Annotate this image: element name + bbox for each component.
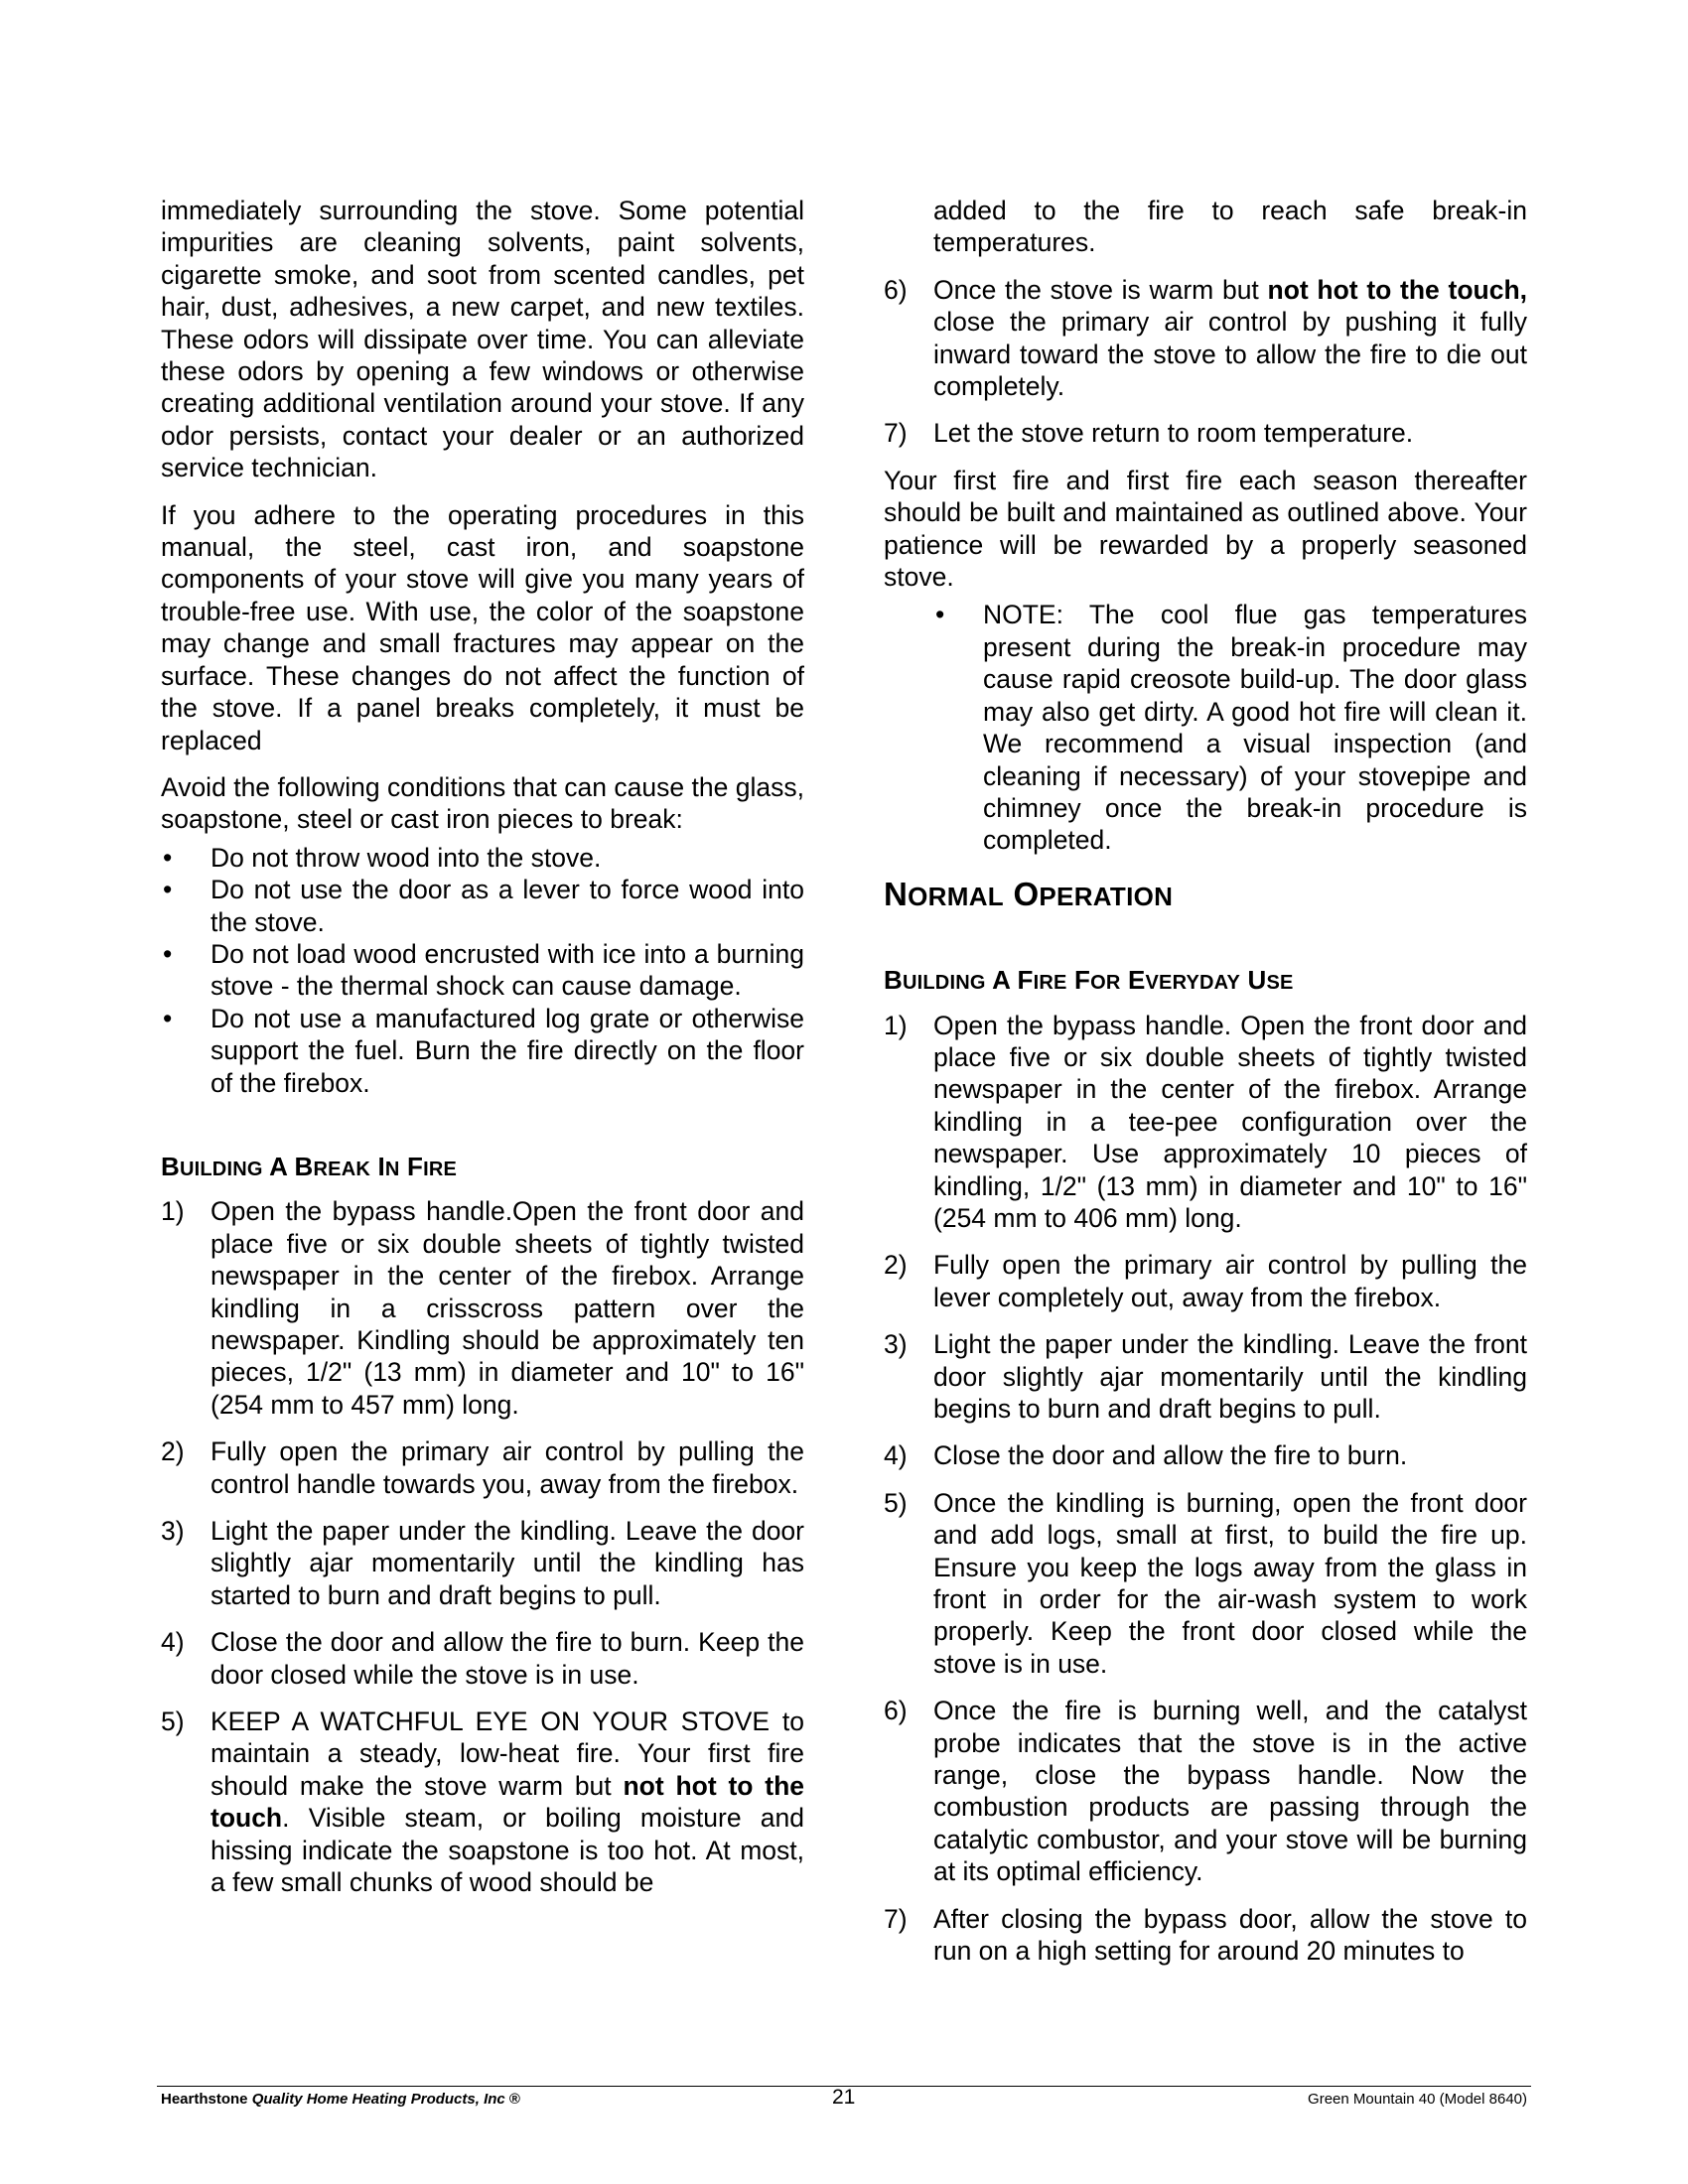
step-item: 6) Once the stove is warm but not hot to the touch, close the primary air control by pushing it fully inward toward the stove to allow the fire to die out completely. bbox=[884, 274, 1527, 402]
step-item: 5) KEEP A WATCHFUL EYE ON YOUR STOVE to maintain a steady, low-heat fire. Your first fire should make the stove warm but not hot to the touch. Visible steam, or boiling moisture and hissing indicate the soapstone is too hot. At most, a few small chunks of wood should be bbox=[161, 1706, 804, 1898]
step-item: 2) Fully open the primary air control by pulling the lever completely out, away from the firebox. bbox=[884, 1250, 1527, 1312]
step-item: 7) After closing the bypass door, allow the stove to run on a high setting for around 20 minutes to bbox=[884, 1903, 1527, 1967]
intro-paragraph: immediately surrounding the stove. Some potential impurities are cleaning solvents, paint solvents, cigarette smoke, and soot from scented candles, pet hair, dust, adhesives, a new carpet, and new textiles. These odors will dissipate over time. You can alleviate these odors by opening a few windows or otherwise creating additional ventilation around your stove. If any odor persists, contact your dealer or an authorized service technician. bbox=[161, 196, 804, 483]
step-item: 1) Open the bypass handle. Open the front door and place five or six double sheets of tightly twisted newspaper in the center of the firebox. Arrange kindling in a tee-pee configuration over the newspaper. Use approximately 10 pieces of kindling, 1/2" (13 mm) in diameter and 10" to 16" (254 mm to 406 mm) long. bbox=[884, 1010, 1527, 1233]
step-item: 6) Once the fire is burning well, and the catalyst probe indicates that the stove is in the active range, close the bypass handle. Now the combustion products are passing through the catalytic combustor, and your stove will be burning at its optimal efficiency. bbox=[884, 1696, 1527, 1887]
break-in-steps-continued bbox=[884, 274, 1527, 450]
break-in-heading: BUILDING A BREAK IN FIRE bbox=[161, 1151, 458, 1181]
step-item: 3) Light the paper under the kindling. Leave the front door slightly ajar momentarily until the kindling begins to burn and draft begins to pull. bbox=[884, 1329, 1527, 1424]
note-list bbox=[884, 599, 1527, 856]
left-column bbox=[161, 195, 804, 1914]
adhere-paragraph: If you adhere to the operating procedures in this manual, the steel, cast iron, and soapstone components of your stove will give you many years of trouble-free use. With use, the color of the soapstone may change and small fractures may appear on the surface. These changes do not affect the function of the stove. If a panel breaks completely, it must be replaced bbox=[161, 499, 804, 755]
step-item: 2) Fully open the primary air control by pulling the control handle towards you, away from the firebox. bbox=[161, 1436, 804, 1499]
normal-operation-heading: NORMAL OPERATION bbox=[884, 875, 1174, 912]
bullet-item: • Do not use a manufactured log grate or otherwise support the fuel. Burn the fire directly on the floor of the firebox. bbox=[163, 1003, 804, 1098]
note-item: • NOTE: The cool flue gas temperatures present during the break-in procedure may cause rapid creosote build-up. The door glass may also get dirty. A good hot fire will clean it. We recommend a visual inspection (and cleaning if necessary) of your stovepipe and chimney once the break-in procedure is completed. bbox=[935, 600, 1527, 856]
break-in-steps bbox=[161, 1195, 804, 1898]
avoid-paragraph: Avoid the following conditions that can cause the glass, soapstone, steel or cast iron pieces to break: bbox=[161, 771, 804, 835]
step-item: 3) Light the paper under the kindling. Leave the door slightly ajar momentarily until the kindling has started to burn and draft begins to pull. bbox=[161, 1516, 804, 1610]
everyday-steps bbox=[884, 1010, 1527, 1968]
step5-continued: added to the fire to reach safe break-in temperatures. bbox=[933, 196, 1527, 258]
step-item: 4) Close the door and allow the fire to burn. Keep the door closed while the stove is in use. bbox=[161, 1627, 804, 1690]
bullet-item: • Do not use the door as a lever to force wood into the stove. bbox=[163, 875, 804, 937]
bold-warning: not hot to the touch bbox=[211, 1770, 804, 1834]
page-number: 21 bbox=[832, 2086, 856, 2109]
footer-company: Hearthstone Quality Home Heating Products, Inc ® bbox=[161, 2091, 520, 2108]
step-item: 4) Close the door and allow the fire to burn. bbox=[884, 1440, 1408, 1471]
step-item: 5) Once the kindling is burning, open the front door and add logs, small at first, to build the fire up. Ensure you keep the logs away from the glass in front in order for the air-wash system to work properly. Keep the front door closed while the stove is in use. bbox=[884, 1487, 1527, 1679]
everyday-fire-heading: BUILDING A FIRE FOR EVERYDAY USE bbox=[884, 965, 1294, 996]
bullet-icon: • bbox=[163, 842, 173, 873]
right-column bbox=[884, 195, 1527, 1982]
bullet-item: • Do not throw wood into the stove. bbox=[163, 842, 602, 873]
bullet-icon: • bbox=[163, 938, 173, 969]
bullet-icon: • bbox=[163, 1003, 173, 1033]
avoid-bullet-list bbox=[161, 842, 804, 1099]
bullet-icon: • bbox=[935, 600, 945, 630]
bold-warning: not hot to the touch, bbox=[1267, 274, 1527, 305]
bullet-item: • Do not load wood encrusted with ice into a burning stove - the thermal shock can cause damage. bbox=[163, 938, 804, 1002]
bullet-icon: • bbox=[163, 875, 173, 905]
first-fire-paragraph: Your first fire and first fire each season thereafter should be built and maintained as outlined above. Your patience will be rewarded by a properly seasoned stove. bbox=[884, 465, 1527, 593]
step-item: 7) Let the stove return to room temperature. bbox=[884, 418, 1414, 449]
step-item: 1) Open the bypass handle.Open the front door and place five or six double sheets of tightly twisted newspaper in the center of the firebox. Arrange kindling in a crisscross pattern over the newspaper. Kindling should be approximately ten pieces, 1/2" (13 mm) in diameter and 10" to 16" (254 mm to 457 mm) long. bbox=[161, 1196, 804, 1420]
footer-model: Green Mountain 40 (Model 8640) bbox=[1308, 2091, 1527, 2108]
